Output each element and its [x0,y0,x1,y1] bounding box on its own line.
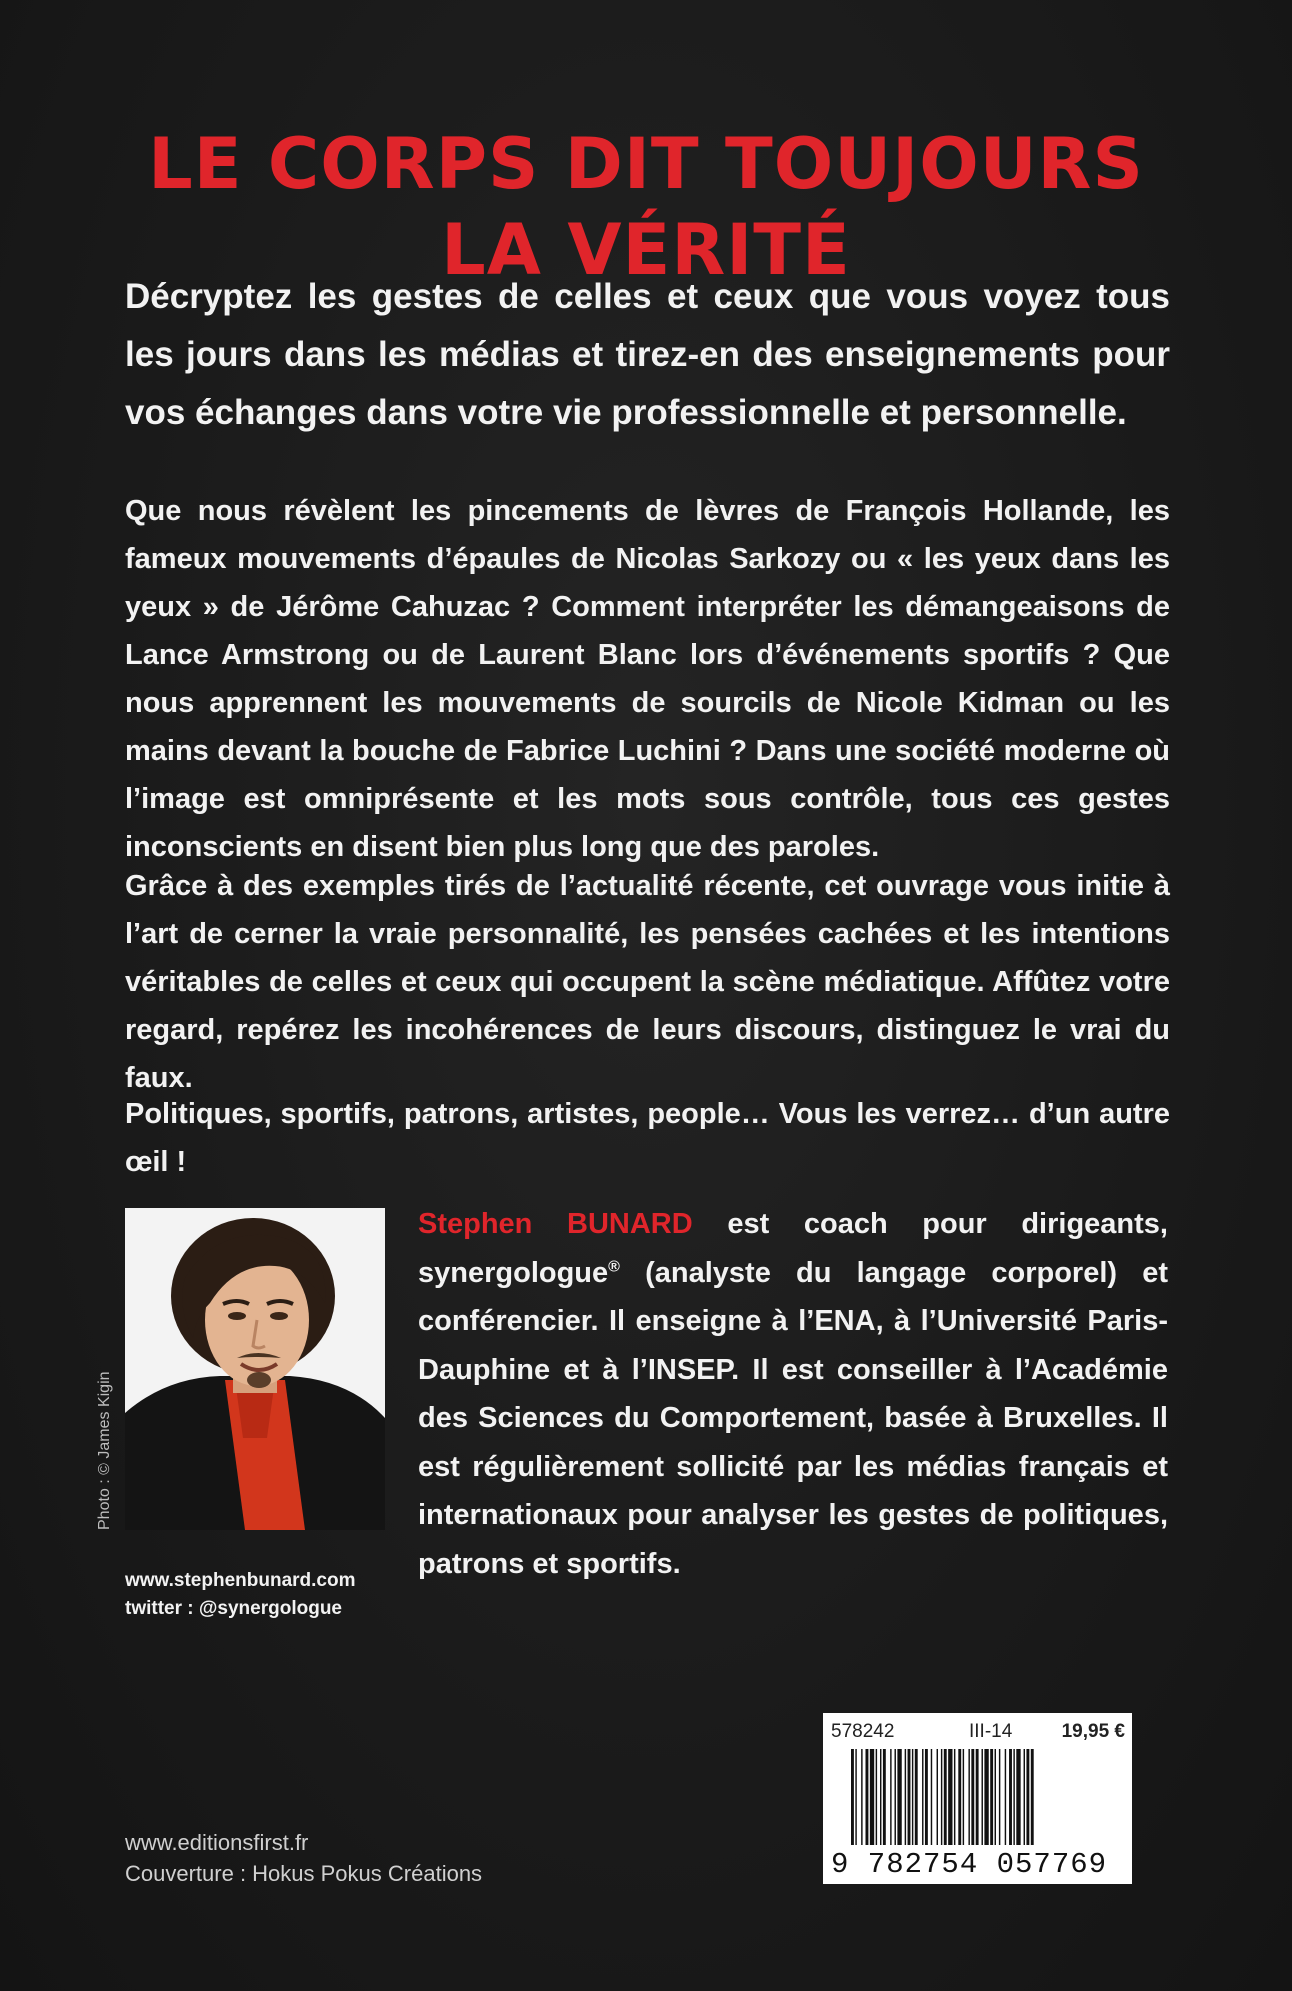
author-name: Stephen BUNARD [418,1208,693,1240]
barcode-bars-icon [851,1749,1125,1849]
barcode-code: 578242 [831,1721,895,1742]
barcode-header [831,1719,1125,1747]
author-bio [418,1200,1168,1588]
body-paragraph-1: Que nous révèlent les pincements de lèvres de François Hollande, les fameux mouvements d’épaules de Nicolas Sarkozy ou « les yeux dans les yeux » de Jérôme Cahuzac ? Comment interpréter les démangeaisons de Lance Armstrong ou de Laurent Blanc lors d’événements sportifs ? Que nous apprennent les mouvements de sourcils de Nicole Kidman ou les mains devant la bouche de Fabrice Luchini ? Dans une société moderne où l’image est omniprésente et les mots sous contrôle, tous ces gestes inconscients en disent bien plus long que des paroles. [125,495,1170,863]
bio-text-part-1: est coach pour dirigeants, synergologue [418,1208,1168,1289]
book-title-line-1: LE CORPS DIT TOUJOURS [148,122,1144,205]
body-paragraph-2: Grâce à des exemples tirés de l’actualité récente, cet ouvrage vous initie à l’art de cerner la vraie personnalité, les pensées cachées et les intentions véritables de celles et ceux qui occupent la scène médiatique. Affûtez votre regard, repérez les incohérences de leurs discours, distinguez le vrai du faux. [125,870,1170,1094]
lead-paragraph: Décryptez les gestes de celles et ceux que vous voyez tous les jours dans les médias et tirez-en des enseignements pour vos échanges dans votre vie professionnelle et personnelle. [125,277,1170,432]
photo-credit: Photo : © James Kigin [96,1371,113,1530]
bio-text-part-2: (analyste du langage corporel) et conférencier. Il enseigne à l’ENA, à l’Université Paris-Dauphine et à l’INSEP. Il est conseiller à l’Académie des Sciences du Comportement, basée à Bruxelles. Il est régulièrement sollicité par les médias français et internationaux pour analyser les gestes de politiques, patrons et sportifs. [418,1256,1168,1580]
book-title-line-2: LA VÉRITÉ [441,208,851,291]
author-photo [125,1208,385,1530]
registered-mark: ® [608,1257,620,1275]
author-twitter-handle[interactable]: twitter : @synergologue [125,1598,342,1619]
body-paragraph-3: Politiques, sportifs, patrons, artistes, people… Vous les verrez… d’un autre œil ! [125,1098,1170,1178]
author-portrait-illustration [125,1208,385,1530]
publisher-website-link[interactable]: www.editionsfirst.fr [125,1830,309,1855]
author-links [125,1567,356,1623]
cover-credit: Couverture : Hokus Pokus Créations [125,1861,483,1886]
barcode-label [823,1713,1132,1884]
publisher-info [125,1827,482,1889]
isbn-digits: 9 782754 057769 [831,1848,1108,1881]
author-website-link[interactable]: www.stephenbunard.com [125,1570,356,1591]
book-price: 19,95 € [1061,1721,1125,1742]
barcode-ref: III-14 [969,1721,1013,1742]
